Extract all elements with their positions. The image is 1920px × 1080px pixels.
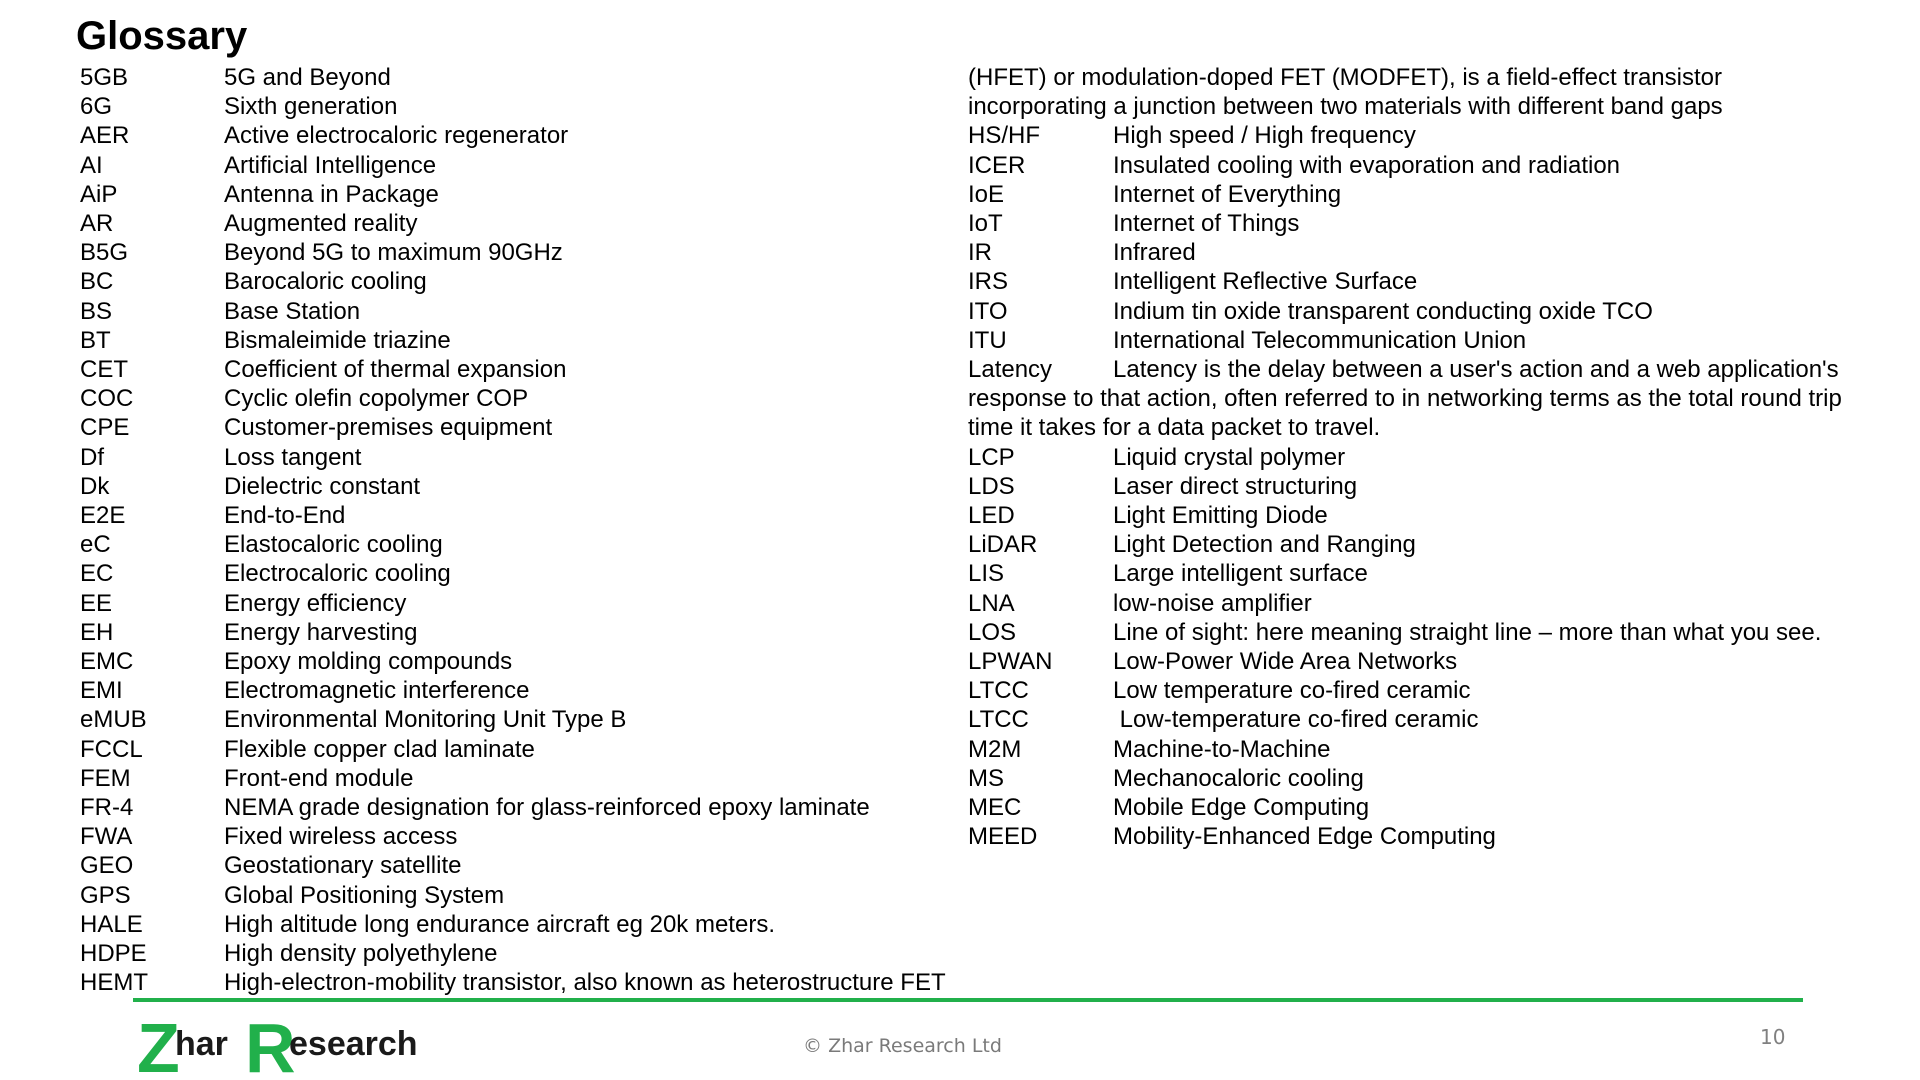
glossary-abbreviation: BC	[80, 268, 114, 296]
glossary-definition: High-electron-mobility transistor, also known as heterostructure FET	[224, 969, 946, 997]
glossary-entry	[80, 530, 960, 559]
glossary-continuation-line: incorporating a junction between two materials with different band gaps	[968, 93, 1723, 121]
glossary-definition: Low-temperature co-fired ceramic	[1113, 706, 1479, 734]
glossary-definition: Electromagnetic interference	[224, 677, 530, 705]
glossary-abbreviation: M2M	[968, 735, 1022, 763]
glossary-entry	[80, 851, 960, 880]
glossary-abbreviation: LIS	[968, 560, 1005, 588]
glossary-abbreviation: 6G	[80, 93, 113, 121]
glossary-abbreviation: MEC	[968, 794, 1022, 822]
glossary-definition: Sixth generation	[224, 93, 398, 121]
glossary-abbreviation: HALE	[80, 910, 143, 938]
glossary-abbreviation: LTCC	[968, 706, 1029, 734]
glossary-entry	[80, 443, 960, 472]
glossary-definition: End-to-End	[224, 502, 346, 530]
glossary-definition: low-noise amplifier	[1113, 589, 1312, 617]
glossary-entry	[80, 92, 960, 121]
glossary-abbreviation: eMUB	[80, 706, 147, 734]
glossary-entry	[968, 443, 1868, 472]
glossary-definition: Mobility-Enhanced Edge Computing	[1113, 823, 1496, 851]
glossary-abbreviation: FR-4	[80, 794, 134, 822]
glossary-definition: 5G and Beyond	[224, 64, 391, 91]
glossary-definition: Bismaleimide triazine	[224, 326, 451, 354]
glossary-entry	[968, 238, 1868, 267]
glossary-abbreviation: AR	[80, 210, 114, 238]
glossary-definition: Elastocaloric cooling	[224, 531, 443, 559]
svg-text:Z: Z	[137, 1010, 180, 1080]
glossary-entry	[80, 968, 960, 997]
glossary-entry	[80, 267, 960, 296]
glossary-abbreviation: FWA	[80, 823, 133, 851]
glossary-abbreviation: CPE	[80, 414, 130, 442]
glossary-abbreviation: EMI	[80, 677, 123, 705]
glossary-definition: Base Station	[224, 297, 361, 325]
glossary-entry	[968, 209, 1868, 238]
glossary-entry	[80, 793, 960, 822]
glossary-definition: Cyclic olefin copolymer COP	[224, 385, 529, 413]
glossary-abbreviation: LOS	[968, 618, 1017, 646]
glossary-entry	[80, 413, 960, 442]
glossary-entry	[968, 501, 1868, 530]
glossary-abbreviation: AiP	[80, 180, 118, 208]
glossary-abbreviation: eC	[80, 531, 111, 559]
glossary-abbreviation: HEMT	[80, 969, 148, 997]
glossary-entry	[968, 559, 1868, 588]
glossary-entry	[80, 910, 960, 939]
glossary-entry	[968, 530, 1868, 559]
glossary-entry	[968, 676, 1868, 705]
glossary-entry	[80, 355, 960, 384]
glossary-abbreviation: EMC	[80, 648, 134, 676]
glossary-abbreviation: FCCL	[80, 735, 143, 763]
glossary-definition: Low temperature co-fired ceramic	[1113, 677, 1471, 705]
glossary-entry	[968, 267, 1868, 296]
glossary-definition: Low-Power Wide Area Networks	[1113, 648, 1458, 676]
glossary-definition: Energy harvesting	[224, 618, 418, 646]
glossary-definition: Epoxy molding compounds	[224, 648, 513, 676]
glossary-definition: Mechanocaloric cooling	[1113, 764, 1364, 792]
glossary-abbreviation: MEED	[968, 823, 1038, 851]
glossary-continuation-line: time it takes for a data packet to travel.	[968, 414, 1381, 442]
glossary-definition: Geostationary satellite	[224, 852, 462, 880]
glossary-abbreviation: MS	[968, 764, 1004, 792]
glossary-entry	[80, 764, 960, 793]
glossary-entry	[80, 881, 960, 910]
glossary-definition: Latency is the delay between a user's action and a web application's	[1113, 356, 1839, 384]
glossary-abbreviation: CET	[80, 356, 128, 384]
glossary-abbreviation: EH	[80, 618, 114, 646]
glossary-entry	[968, 618, 1868, 647]
glossary-definition: High altitude long endurance aircraft eg 20k meters.	[224, 910, 775, 938]
glossary-entry	[80, 676, 960, 705]
glossary-abbreviation: 5GB	[80, 64, 129, 91]
glossary-abbreviation: AI	[80, 151, 103, 179]
glossary-definition: Infrared	[1113, 239, 1196, 267]
glossary-definition: Customer-premises equipment	[224, 414, 553, 442]
glossary-abbreviation: Df	[80, 443, 104, 471]
glossary-entry	[80, 180, 960, 209]
glossary-right-column	[968, 63, 1868, 851]
glossary-definition: High density polyethylene	[224, 940, 498, 968]
glossary-entry	[968, 822, 1868, 851]
glossary-entry	[80, 63, 960, 92]
glossary-entry	[968, 793, 1868, 822]
glossary-abbreviation: BT	[80, 326, 111, 354]
glossary-definition: Global Positioning System	[224, 881, 505, 909]
page-title: Glossary	[76, 14, 248, 58]
glossary-entry	[80, 297, 960, 326]
glossary-entry	[80, 238, 960, 267]
glossary-definition: Fixed wireless access	[224, 823, 458, 851]
glossary-abbreviation: ITU	[968, 326, 1007, 354]
glossary-definition: Mobile Edge Computing	[1113, 794, 1370, 822]
glossary-abbreviation: GEO	[80, 852, 134, 880]
glossary-abbreviation: LiDAR	[968, 531, 1038, 559]
glossary-definition: Light Emitting Diode	[1113, 502, 1328, 530]
glossary-abbreviation: ITO	[968, 297, 1008, 325]
glossary-definition: Indium tin oxide transparent conducting oxide TCO	[1113, 297, 1653, 325]
glossary-entry	[80, 735, 960, 764]
glossary-entry	[968, 151, 1868, 180]
copyright-notice: © Zhar Research Ltd	[803, 1035, 1002, 1057]
glossary-abbreviation: COC	[80, 385, 134, 413]
glossary-continuation-line: response to that action, often referred to in networking terms as the total round trip	[968, 385, 1842, 413]
glossary-definition: NEMA grade designation for glass-reinforced epoxy laminate	[224, 794, 870, 822]
glossary-definition: Artificial Intelligence	[224, 151, 437, 179]
glossary-abbreviation: B5G	[80, 239, 129, 267]
glossary-definition: Electrocaloric cooling	[224, 560, 451, 588]
glossary-entry	[968, 472, 1868, 501]
glossary-definition: Large intelligent surface	[1113, 560, 1368, 588]
glossary-entry	[80, 472, 960, 501]
glossary-abbreviation: GPS	[80, 881, 131, 909]
glossary-abbreviation: IRS	[968, 268, 1009, 296]
glossary-abbreviation: LPWAN	[968, 648, 1053, 676]
glossary-entry	[80, 559, 960, 588]
glossary-entry	[80, 939, 960, 968]
svg-text:R: R	[245, 1010, 296, 1080]
glossary-entry	[80, 209, 960, 238]
glossary-definition: Line of sight: here meaning straight line – more than what you see.	[1113, 618, 1822, 646]
glossary-entry	[80, 501, 960, 530]
glossary-entry	[968, 735, 1868, 764]
glossary-left-column	[80, 63, 960, 998]
glossary-entry	[80, 589, 960, 618]
glossary-abbreviation: ICER	[968, 151, 1026, 179]
glossary-definition: Environmental Monitoring Unit Type B	[224, 706, 627, 734]
glossary-definition: Coefficient of thermal expansion	[224, 356, 567, 384]
glossary-entry	[968, 326, 1868, 355]
footer-divider	[133, 998, 1803, 1002]
glossary-definition: Beyond 5G to maximum 90GHz	[224, 239, 563, 267]
glossary-abbreviation: LDS	[968, 472, 1015, 500]
glossary-definition: Insulated cooling with evaporation and radiation	[1113, 151, 1621, 179]
glossary-abbreviation: EE	[80, 589, 113, 617]
glossary-entry	[80, 647, 960, 676]
glossary-definition: Loss tangent	[224, 443, 362, 471]
glossary-abbreviation: HS/HF	[968, 122, 1040, 150]
glossary-entry	[968, 589, 1868, 618]
glossary-definition: Dielectric constant	[224, 472, 421, 500]
glossary-entry	[968, 180, 1868, 209]
glossary-entry	[80, 618, 960, 647]
glossary-abbreviation: BS	[80, 297, 113, 325]
glossary-definition: Laser direct structuring	[1113, 472, 1358, 500]
glossary-entry	[968, 297, 1868, 326]
glossary-entry	[80, 151, 960, 180]
glossary-abbreviation: IoT	[968, 210, 1003, 238]
glossary-definition: Intelligent Reflective Surface	[1113, 268, 1418, 296]
glossary-definition: Active electrocaloric regenerator	[224, 122, 569, 150]
glossary-abbreviation: LED	[968, 502, 1015, 530]
glossary-abbreviation: Dk	[80, 472, 110, 500]
glossary-definition: International Telecommunication Union	[1113, 326, 1527, 354]
glossary-entry	[80, 326, 960, 355]
glossary-entry	[968, 121, 1868, 150]
glossary-abbreviation: IR	[968, 239, 992, 267]
glossary-abbreviation: LCP	[968, 443, 1015, 471]
glossary-definition: High speed / High frequency	[1113, 122, 1416, 150]
glossary-abbreviation: Latency	[968, 356, 1053, 384]
glossary-definition: Barocaloric cooling	[224, 268, 427, 296]
glossary-definition: Machine-to-Machine	[1113, 735, 1331, 763]
glossary-abbreviation: AER	[80, 122, 130, 150]
glossary-entry	[80, 705, 960, 734]
glossary-definition: Front-end module	[224, 764, 414, 792]
glossary-entry	[968, 647, 1868, 676]
glossary-abbreviation: HDPE	[80, 940, 147, 968]
glossary-entry	[80, 384, 960, 413]
glossary-definition: Liquid crystal polymer	[1113, 443, 1346, 471]
glossary-entry	[80, 121, 960, 150]
glossary-entry	[968, 764, 1868, 793]
glossary-definition: Light Detection and Ranging	[1113, 531, 1416, 559]
glossary-entry	[968, 355, 1868, 384]
glossary-abbreviation: FEM	[80, 764, 131, 792]
glossary-entry	[968, 705, 1868, 734]
glossary-definition: Antenna in Package	[224, 180, 439, 208]
glossary-definition: Internet of Things	[1113, 210, 1300, 238]
page-number: 10	[1760, 1025, 1786, 1049]
glossary-definition: Flexible copper clad laminate	[224, 735, 535, 763]
glossary-definition: Energy efficiency	[224, 589, 407, 617]
glossary-abbreviation: LNA	[968, 589, 1015, 617]
glossary-abbreviation: EC	[80, 560, 114, 588]
glossary-abbreviation: E2E	[80, 502, 126, 530]
glossary-entry	[80, 822, 960, 851]
glossary-definition: Augmented reality	[224, 210, 418, 238]
svg-text:har: har	[175, 1025, 228, 1063]
glossary-continuation-line: (HFET) or modulation-doped FET (MODFET), is a field-effect transistor	[968, 64, 1722, 91]
svg-text:esearch: esearch	[289, 1025, 418, 1063]
glossary-abbreviation: LTCC	[968, 677, 1029, 705]
glossary-abbreviation: IoE	[968, 180, 1005, 208]
glossary-definition: Internet of Everything	[1113, 180, 1342, 208]
